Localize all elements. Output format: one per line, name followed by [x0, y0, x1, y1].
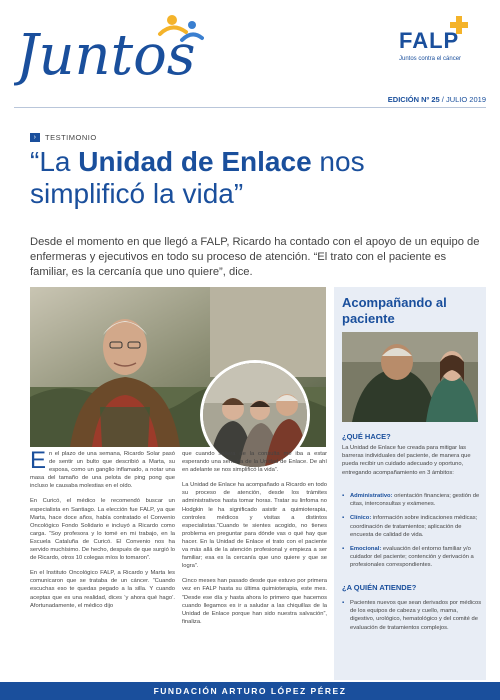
article-lead: Desde el momento en que llegó a FALP, Ricardo ha contado con el apoyo de un equipo de enfermeras y ejecutivos en todo su proceso de atención. “El trato con el paciente es familiar, es la cercanía que uno quiere”, dice. [30, 236, 480, 278]
body-column-2 [182, 450, 327, 633]
sidebar-title-bold: Acompañando [342, 295, 433, 310]
headline-bold: Unidad de Enlace [78, 146, 312, 177]
sidebar-question-2: ¿A QUIÉN ATIENDE? [342, 583, 417, 592]
sidebar-title-rest: al paciente [342, 295, 447, 326]
article-headline [30, 146, 480, 210]
sidebar-question-1: ¿QUÉ HACE? [342, 432, 391, 441]
body-column-1 [30, 447, 175, 617]
edition-info [388, 95, 486, 104]
body-paragraph [30, 447, 175, 490]
body-paragraph: La Unidad de Enlace ha acompañado a Ricardo en todo su proceso de atención, desde los trámites administrativos hasta tomar horas. Tratar su linfoma no Hodgkin le ha significado asistir a quimioterapia, controles médicos y visitas a distintos especialistas.“Cuando te sientes acogido, no tienes problema en preguntar para dónde vas o qué hay que hacer. En la Unidad de Enlace el trato con el paciente va más allá de la atención profesional y empieza a ser familiar; esa es la cercanía que uno quiere y que se logra”. [182, 482, 327, 570]
svg-text:Juntos: Juntos [16, 23, 196, 88]
list-item-text: evaluación del entorno familiar y/o cuidador del paciente; contención y derivación a profesionales correspondientes. [350, 546, 474, 569]
body-paragraph: En el Instituto Oncológico FALP, a Ricardo y Marta les comunicaron que se trataba de un cáncer. “Cuando escuchas eso te quedas pegado a la silla. Y cuando aceptas que es una realidad, dices ‘y ahora qué hago’. Afortunadamente, el médico dijo [30, 570, 175, 609]
masthead [0, 0, 500, 104]
list-item-label: Emocional: [350, 546, 382, 553]
paragraph-text: n el plazo de una semana, Ricardo Solar pasó de sentir un bulto que describió a Marta, su esposa, como un ganglio inflamado, a notar una masa del tamaño de una pelota de ping pong que incluso le causaba molestias en el oído. [30, 451, 175, 490]
list-item-text: información sobre indicaciones médicas; coordinación de tratamientos; aplicación de encuesta de calidad de vida. [350, 515, 478, 538]
body-paragraph: que cuando saliera de la consulta me iba a estar esperando una señorita de la Unidad de Enlace. De ahí en adelante se nos simplificó la vida”. [182, 451, 327, 474]
sidebar-box [334, 287, 486, 680]
sidebar-title [342, 295, 482, 327]
falp-tagline: Juntos contra el cáncer [399, 56, 462, 62]
sidebar-list-2 [342, 599, 482, 632]
sidebar-paragraph: La Unidad de Enlace fue creada para mitigar las barreras individuales del paciente, de manera que pueda recibir un cuidado adecuado y oportuno, entregando acompañamiento en 3 ámbitos: [342, 445, 471, 476]
drop-cap: E [30, 447, 47, 474]
list-item-text: orientación financiera; gestión de citas, interconsultas y exámenes. [350, 493, 480, 508]
section-tag [30, 133, 97, 142]
falp-logo [395, 14, 490, 64]
body-paragraph: Cinco meses han pasado desde que estuvo por primera vez en FALP hasta su última quimioterapia, este mes. “Desde ese día y hasta ahora lo primero que hacemos cuando llegamos es ir a saludar a las chiquillas de la Unidad de Enlace porque han sido nuestra salvación”, finaliza. [182, 578, 327, 625]
list-item [342, 492, 482, 508]
juntos-logo [14, 8, 204, 94]
falp-wordmark: FALP [399, 28, 460, 53]
headline-close: nos simplificó la vida” [30, 146, 365, 209]
list-item: ▪ Pacientes nuevos que sean derivados por médicos de los equipos de cabeza y cuello, mama, digestivo, urológico, hematológico y del comité de evaluación de tratamientos complejos. [342, 599, 482, 632]
body-paragraph: En Curicó, el médico le recomendó buscar un especialista en Santiago. La elección fue FALP, ya que Marta, hace doce años, había contratado el Convenio Oncológico Fondo Solidario e incluyó a Ricardo como carga. “Soy profesora y lo tomé en mi trabajo, en la Escuela Cataluña de Curicó. El Convenio nos ha servido muchísimo. De hecho, después de que surgió lo de Ricardo, otros 10 colegas míos lo tomaron”. [30, 498, 175, 562]
list-item [342, 514, 482, 539]
section-label: TESTIMONIO [45, 133, 97, 142]
header-divider [14, 107, 486, 108]
list-item-label: Administrativo: [350, 493, 393, 499]
edition-date: / JULIO 2019 [441, 95, 486, 104]
footer-bar: FUNDACIÓN ARTURO LÓPEZ PÉREZ [0, 682, 500, 700]
edition-number: EDICIÓN Nº 25 [387, 95, 440, 104]
sidebar-list [342, 492, 482, 576]
list-item [342, 545, 482, 570]
headline-open: “La [30, 146, 79, 177]
nurse-patient-illustration [342, 332, 478, 422]
sidebar-photo [342, 332, 478, 422]
chevron-right-icon: › [30, 133, 40, 142]
list-item-label: Clínico: [350, 515, 372, 522]
